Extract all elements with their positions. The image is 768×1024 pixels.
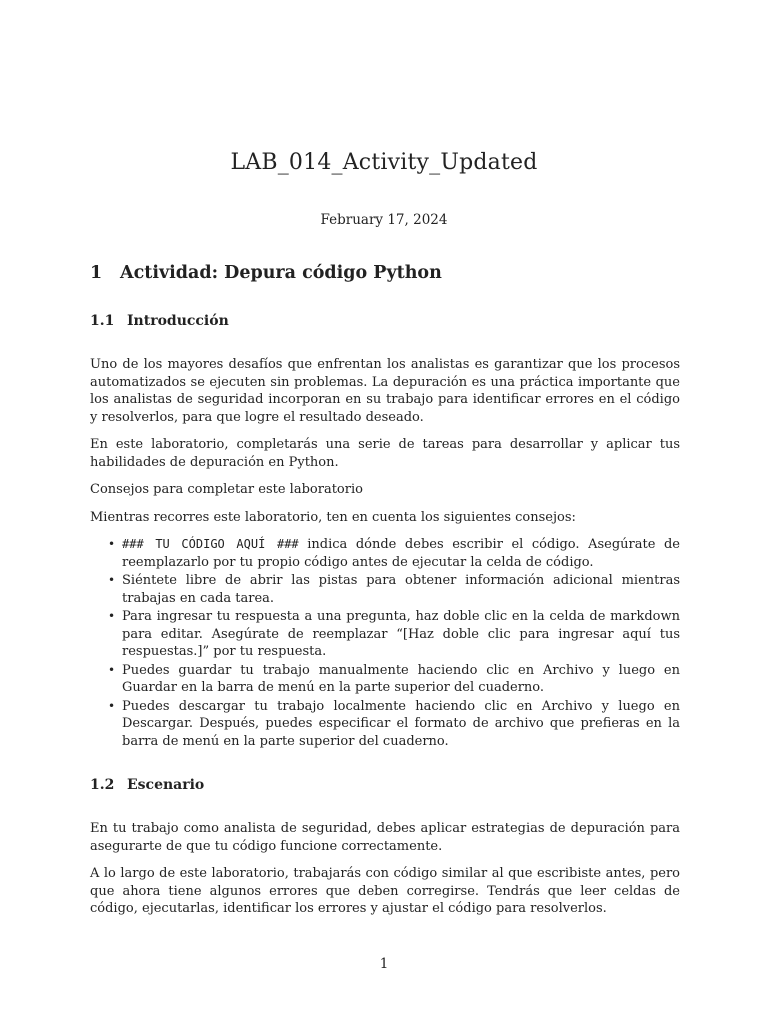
list-item-text: Puedes guardar tu trabajo manualmente haciendo clic en Archivo y luego en Guardar en la barra de menú en la parte superior del cuaderno.	[122, 662, 680, 695]
paragraph: En este laboratorio, completarás una serie de tareas para desarrollar y aplicar tus habilidades de depuración en Python.	[90, 437, 680, 470]
subsection-heading-escenario	[90, 776, 680, 794]
paragraph: Uno de los mayores desafíos que enfrentan los analistas es garantizar que los procesos automatizados se ejecuten sin problemas. La depuración es una práctica importante que los analistas de seguridad incorporan en su trabajo para identificar errores en el código y resolverlos, para que logre el resultado deseado.	[90, 357, 680, 425]
paragraph: Consejos para completar este laboratorio	[90, 482, 363, 497]
paragraph: En tu trabajo como analista de seguridad, debes aplicar estrategias de depuración para asegurarte de que tu código funcione correctamente.	[90, 821, 680, 854]
list-item	[108, 698, 680, 751]
document-title: LAB_014_Activity_Updated	[230, 150, 538, 175]
subsection-number: 1.1	[90, 313, 115, 329]
bullet-icon: •	[108, 662, 116, 677]
section-heading	[90, 262, 680, 284]
list-item	[108, 536, 680, 571]
list-item	[108, 608, 680, 661]
subsection-title: Introducción	[127, 313, 229, 329]
paragraph: Mientras recorres este laboratorio, ten en cuenta los siguientes consejos:	[90, 509, 576, 525]
section-number: 1	[90, 263, 103, 283]
subsection-number: 1.2	[90, 777, 115, 793]
bullet-icon: •	[108, 698, 116, 713]
code-placeholder: ### TU CÓDIGO AQUÍ ###	[122, 537, 299, 551]
list-item	[108, 572, 680, 607]
page-number: 1	[379, 956, 389, 972]
list-item-text: Para ingresar tu respuesta a una pregunta, haz doble clic en la celda de markdown para editar. Asegúrate de reemplazar “[Haz doble clic para ingresar aquí tus respuestas.]” por tu respuesta.	[122, 609, 680, 659]
paragraph: A lo largo de este laboratorio, trabajarás con código similar al que escribiste antes, pero que ahora tiene algunos errores que deben corregirse. Tendrás que leer celdas de código, ejecutarlas, identificar los errores y ajustar el código para resolverlos.	[90, 866, 680, 916]
subsection-heading-introduccion	[90, 312, 680, 330]
bullet-icon: •	[108, 609, 116, 623]
section-title: Actividad: Depura código Python	[120, 263, 442, 283]
list-item-text: indica dónde debes escribir el código. Asegúrate de reemplazarlo por tu propio código antes de ejecutar la celda de código.	[122, 537, 680, 570]
subsection-title: Escenario	[127, 777, 205, 793]
list-item	[108, 662, 680, 697]
document-body	[90, 262, 680, 928]
document-date: February 17, 2024	[320, 212, 448, 228]
bullet-icon: •	[108, 537, 116, 551]
list-item-text: Siéntete libre de abrir las pistas para obtener información adicional mientras trabajas en cada tarea.	[122, 573, 680, 606]
list-item-text: Puedes descargar tu trabajo localmente haciendo clic en Archivo y luego en Descargar. Después, puedes especificar el formato de archivo que prefieras en la barra de menú en la parte superior del cuaderno.	[122, 698, 680, 749]
bullet-icon: •	[108, 573, 116, 587]
tips-list	[90, 536, 680, 750]
